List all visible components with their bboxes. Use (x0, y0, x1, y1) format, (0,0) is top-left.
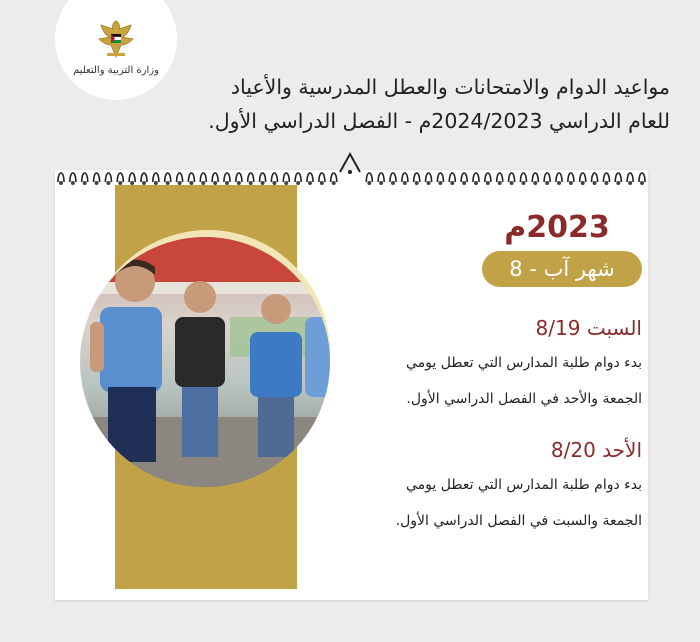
spiral-ring (485, 173, 491, 182)
spiral-ring (390, 173, 396, 182)
spiral-ring (319, 173, 325, 182)
spiral-hole (498, 181, 502, 185)
spiral-ring (509, 173, 515, 182)
entry-date-2: الأحد 8/20 (550, 438, 642, 462)
spiral-hole (391, 181, 395, 185)
spiral-hole (106, 181, 110, 185)
spiral-ring (271, 173, 277, 182)
spiral-hole (628, 181, 632, 185)
spiral-hole (557, 181, 561, 185)
spiral-ring (639, 173, 645, 182)
spiral-hole (510, 181, 514, 185)
spiral-hole (604, 181, 608, 185)
spiral-ring (307, 173, 313, 182)
spiral-ring (236, 173, 242, 182)
spiral-ring (165, 173, 171, 182)
spiral-ring (248, 173, 254, 182)
spiral-ring (58, 173, 64, 182)
ministry-name: وزارة التربية والتعليم (73, 65, 159, 76)
spiral-ring (331, 173, 337, 182)
spiral-ring (592, 173, 598, 182)
spiral-hole (59, 181, 63, 185)
entry-date-1: السبت 8/19 (535, 316, 642, 340)
spiral-ring (177, 173, 183, 182)
spiral-hole (640, 181, 644, 185)
spiral-ring (402, 173, 408, 182)
spiral-ring (603, 173, 609, 182)
spiral-hole (71, 181, 75, 185)
spiral-ring (94, 173, 100, 182)
spiral-hole (415, 181, 419, 185)
spiral-ring (532, 173, 538, 182)
headline-line-2: للعام الدراسي 2024/2023م - الفصل الدراسي الأول. (208, 109, 670, 133)
spiral-hole (462, 181, 466, 185)
calendar-content (352, 205, 642, 539)
spiral-ring (437, 173, 443, 182)
spiral-hole (438, 181, 442, 185)
spiral-ring (615, 173, 621, 182)
spiral-hole (95, 181, 99, 185)
spiral-hole (474, 181, 478, 185)
spiral-hole (593, 181, 597, 185)
spiral-hole (450, 181, 454, 185)
spiral-ring (295, 173, 301, 182)
spiral-ring (141, 173, 147, 182)
spiral-ring (117, 173, 123, 182)
spiral-ring (129, 173, 135, 182)
spiral-hole (616, 181, 620, 185)
spiral-hole (521, 181, 525, 185)
spiral-ring (414, 173, 420, 182)
spiral-ring (153, 173, 159, 182)
spiral-ring (473, 173, 479, 182)
spiral-ring (461, 173, 467, 182)
spiral-hole (545, 181, 549, 185)
eagle-emblem-icon (93, 17, 139, 61)
calendar-year: 2023م (504, 210, 610, 245)
entry-2-line-1: بدء دوام طلبة المدارس التي تعطل يومي (405, 477, 642, 493)
spiral-hole (427, 181, 431, 185)
spiral-ring (366, 173, 372, 182)
spiral-hole (569, 181, 573, 185)
spiral-ring (497, 173, 503, 182)
spiral-ring (224, 173, 230, 182)
spiral-hole (83, 181, 87, 185)
entry-1-line-2: الجمعة والأحد في الفصل الدراسي الأول. (406, 391, 642, 407)
spiral-ring (260, 173, 266, 182)
spiral-ring (70, 173, 76, 182)
spiral-ring (212, 173, 218, 182)
entry-2-line-2: الجمعة والسبت في الفصل الدراسي الأول. (395, 513, 642, 529)
spiral-ring (426, 173, 432, 182)
spiral-hole (332, 181, 336, 185)
entry-1-line-1: بدء دوام طلبة المدارس التي تعطل يومي (405, 355, 642, 371)
spiral-hole (581, 181, 585, 185)
spiral-hole (486, 181, 490, 185)
spiral-ring (580, 173, 586, 182)
spiral-ring (520, 173, 526, 182)
spiral-ring (568, 173, 574, 182)
students-photo (80, 237, 330, 487)
spiral-hole (320, 181, 324, 185)
spiral-hole (533, 181, 537, 185)
spiral-hole (403, 181, 407, 185)
spiral-hole (367, 181, 371, 185)
spiral-ring (105, 173, 111, 182)
spiral-ring (627, 173, 633, 182)
spiral-ring (544, 173, 550, 182)
spiral-ring (200, 173, 206, 182)
spiral-ring (188, 173, 194, 182)
spiral-ring (283, 173, 289, 182)
month-badge: شهر آب - 8 (482, 251, 642, 287)
spiral-ring (378, 173, 384, 182)
spiral-hole (308, 181, 312, 185)
spiral-ring (82, 173, 88, 182)
page-headline (130, 70, 670, 138)
spiral-ring (556, 173, 562, 182)
headline-line-1: مواعيد الدوام والامتحانات والعطل المدرسية والأعياد (230, 75, 670, 99)
spiral-hole (379, 181, 383, 185)
spiral-ring (449, 173, 455, 182)
